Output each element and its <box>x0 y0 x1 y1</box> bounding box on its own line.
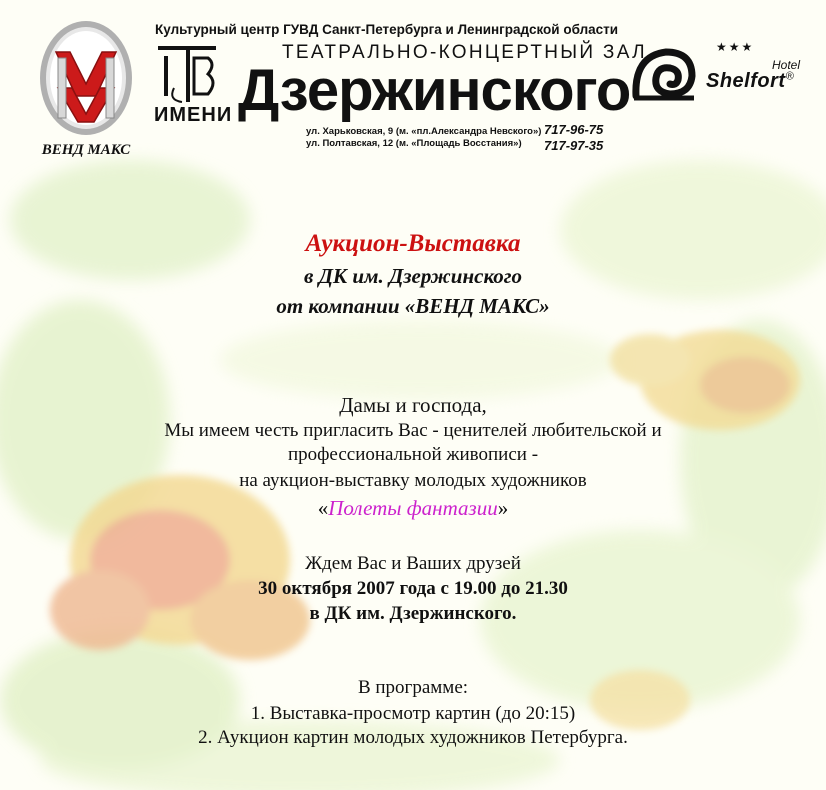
invitation-line-3: на аукцион-выставку молодых художников <box>239 470 587 491</box>
culture-center-line: Культурный центр ГУВД Санкт-Петербурга и Ленинградской области <box>155 22 619 37</box>
hotel-stars: ★★★ <box>716 40 755 54</box>
hall-emblem-logo <box>154 44 220 106</box>
hall-name: Дзержинского <box>238 58 631 123</box>
hall-address <box>306 126 541 150</box>
snail-icon <box>632 46 696 104</box>
when-line-1: Ждем Вас и Ваших друзей <box>305 553 521 574</box>
address-line-1: ул. Харьковская, 9 (м. «пл.Александра Невского») <box>306 126 542 137</box>
program-heading: В программе: <box>357 677 469 698</box>
hotel-word: Hotel <box>772 58 801 72</box>
address-line-2: ул. Полтавская, 12 (м. «Площадь Восстания») <box>306 138 522 149</box>
program-item-2: 2. Аукцион картин молодых художников Петербурга. <box>198 727 628 748</box>
vend-maks-logo <box>38 18 134 138</box>
exhibition-name: «Полеты фантазии» <box>317 496 509 520</box>
greeting: Дамы и господа, <box>339 393 487 417</box>
invitation-line-2: профессиональной живописи - <box>287 444 539 465</box>
hotel-name: Shelfort® <box>706 70 795 92</box>
hall-prefix: ИМЕНИ <box>154 104 233 126</box>
hall-phones <box>544 122 603 154</box>
event-title: Аукцион-Выставка <box>305 230 521 257</box>
company-caption: ВЕНД МАКС <box>41 142 131 158</box>
phone-2: 717-97-35 <box>544 138 604 153</box>
event-place: в ДК им. Дзержинского. <box>309 603 517 624</box>
event-organizer-line: от компании «ВЕНД МАКС» <box>276 294 550 318</box>
hall-type: ТЕАТРАЛЬНО-КОНЦЕРТНЫЙ ЗАЛ <box>282 42 647 63</box>
event-venue-line: в ДК им. Дзержинского <box>303 264 523 288</box>
phone-1: 717-96-75 <box>544 122 604 137</box>
program-item-1: 1. Выставка-просмотр картин (до 20:15) <box>250 703 576 724</box>
letterhead <box>0 0 826 160</box>
invitation-line-1: Мы имеем честь пригласить Вас - ценителей любительской и <box>164 420 662 441</box>
event-date-time: 30 октября 2007 года с 19.00 до 21.30 <box>258 578 568 599</box>
hotel-shelfort-logo <box>630 40 822 110</box>
